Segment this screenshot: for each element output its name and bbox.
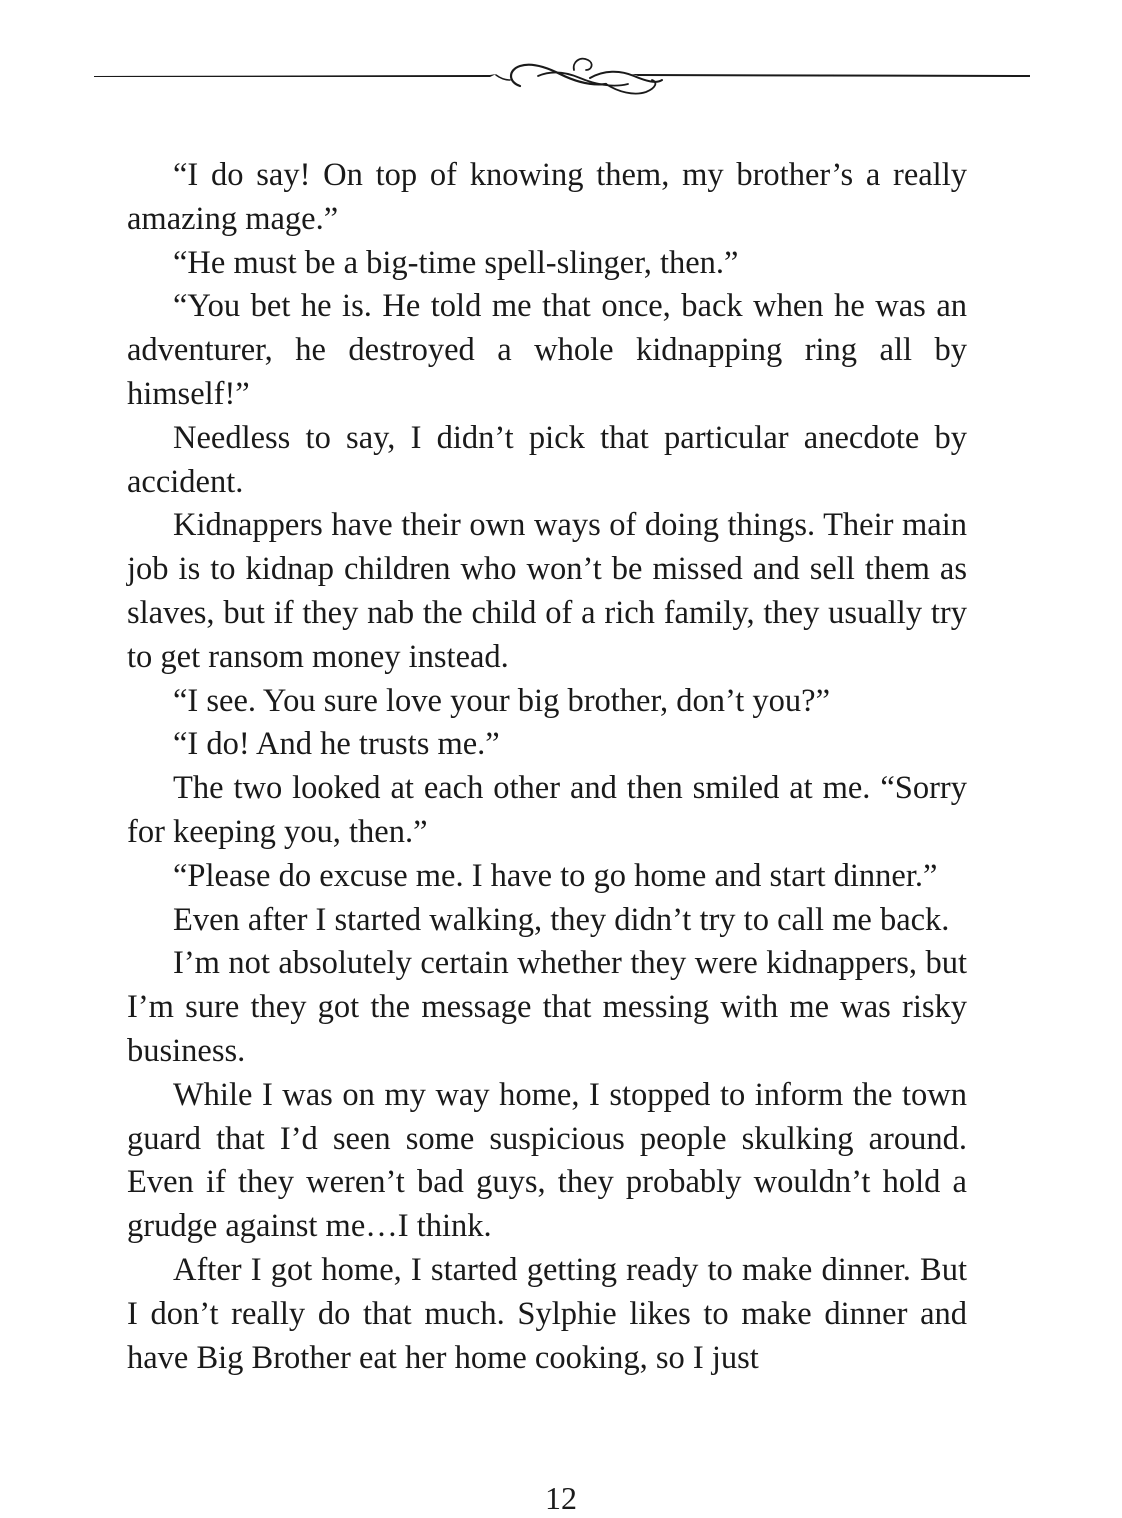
paragraph: “He must be a big-time spell-slinger, then.” (173, 244, 739, 281)
paragraph: Kidnappers have their own ways of doing things. Their main job is to kidnap children who won’t be missed and sell them as slaves, but if they nab the child of a rich family, they usually try to get ransom money instead. (127, 507, 967, 675)
flourish-divider-icon (0, 48, 1122, 108)
paragraph: “You bet he is. He told me that once, back when he was an adventurer, he destroyed a whole kidnapping ring all by himself!” (127, 288, 967, 412)
paragraph: Even after I started walking, they didn’t try to call me back. (173, 901, 950, 938)
page-number: 12 (545, 1480, 577, 1516)
body-text (127, 154, 967, 1380)
paragraph: Needless to say, I didn’t pick that particular anecdote by accident. (127, 419, 967, 500)
paragraph: “I see. You sure love your big brother, don’t you?” (173, 682, 830, 719)
paragraph: I’m not absolutely certain whether they were kidnappers, but I’m sure they got the message that messing with me was risky business. (127, 945, 967, 1069)
paragraph: While I was on my way home, I stopped to inform the town guard that I’d seen some suspicious people skulking around. Even if they weren’t bad guys, they probably wouldn’t hold a grudge against me…I think. (127, 1076, 967, 1245)
paragraph: The two looked at each other and then smiled at me. “Sorry for keeping you, then.” (127, 770, 967, 850)
paragraph: “Please do excuse me. I have to go home and start dinner.” (173, 857, 938, 894)
paragraph: After I got home, I started getting ready to make dinner. But I don’t really do that much. Sylphie likes to make dinner and have Big Brother eat her home cooking, so I just (127, 1251, 967, 1376)
paragraph: “I do! And he trusts me.” (173, 726, 500, 763)
paragraph: “I do say! On top of knowing them, my brother’s a really amazing mage.” (127, 157, 967, 237)
